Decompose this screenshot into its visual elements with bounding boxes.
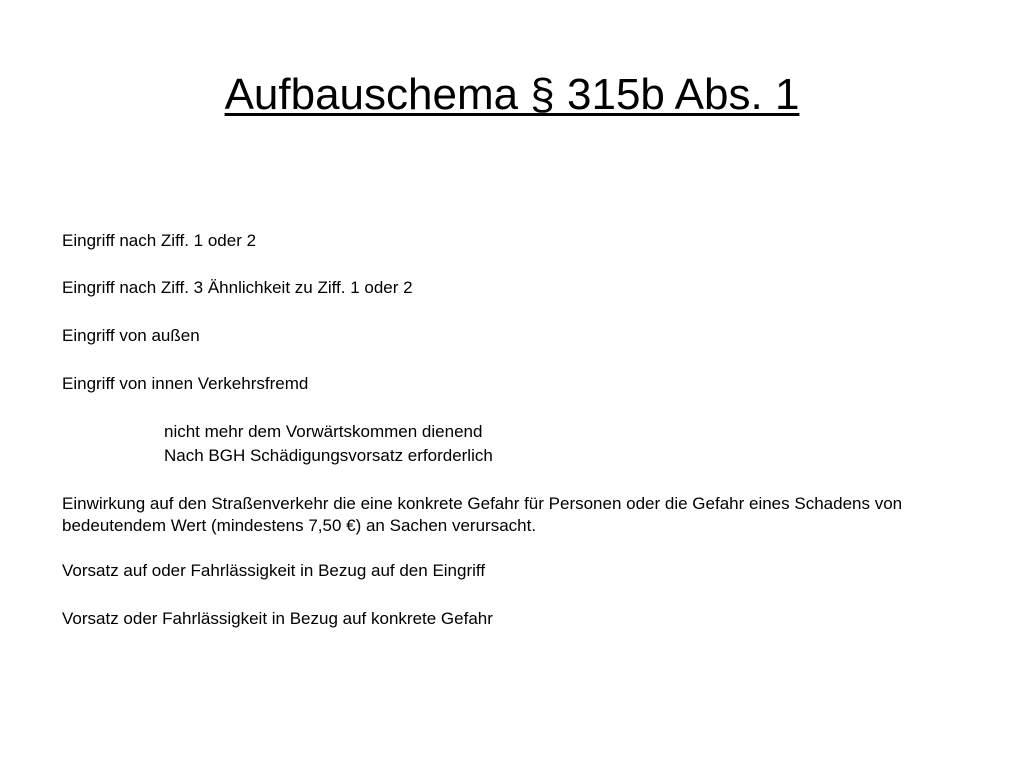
text-line: Eingriff von innen Verkehrsfremd [62, 374, 309, 393]
sub-text-line: nicht mehr dem Vorwärtskommen dienend [164, 422, 483, 441]
text-line: Eingriff nach Ziff. 1 oder 2 [62, 231, 257, 250]
text-line: Eingriff nach Ziff. 3 Ähnlichkeit zu Ziff. 1 oder 2 [62, 278, 413, 297]
text-line: Vorsatz oder Fahrlässigkeit in Bezug auf konkrete Gefahr [62, 609, 493, 628]
text-line: Vorsatz auf oder Fahrlässigkeit in Bezug auf den Eingriff [62, 561, 486, 580]
text-line: Eingriff von außen [62, 326, 200, 345]
text-paragraph: Einwirkung auf den Straßenverkehr die eine konkrete Gefahr für Personen oder die Gefahr eines Schadens von bedeutendem Wert (mindestens 7,50 €) an Sachen verursacht. [62, 494, 903, 535]
slide-title: Aufbauschema § 315b Abs. 1 [224, 70, 800, 119]
sub-text-line: Nach BGH Schädigungsvorsatz erforderlich [164, 446, 493, 465]
